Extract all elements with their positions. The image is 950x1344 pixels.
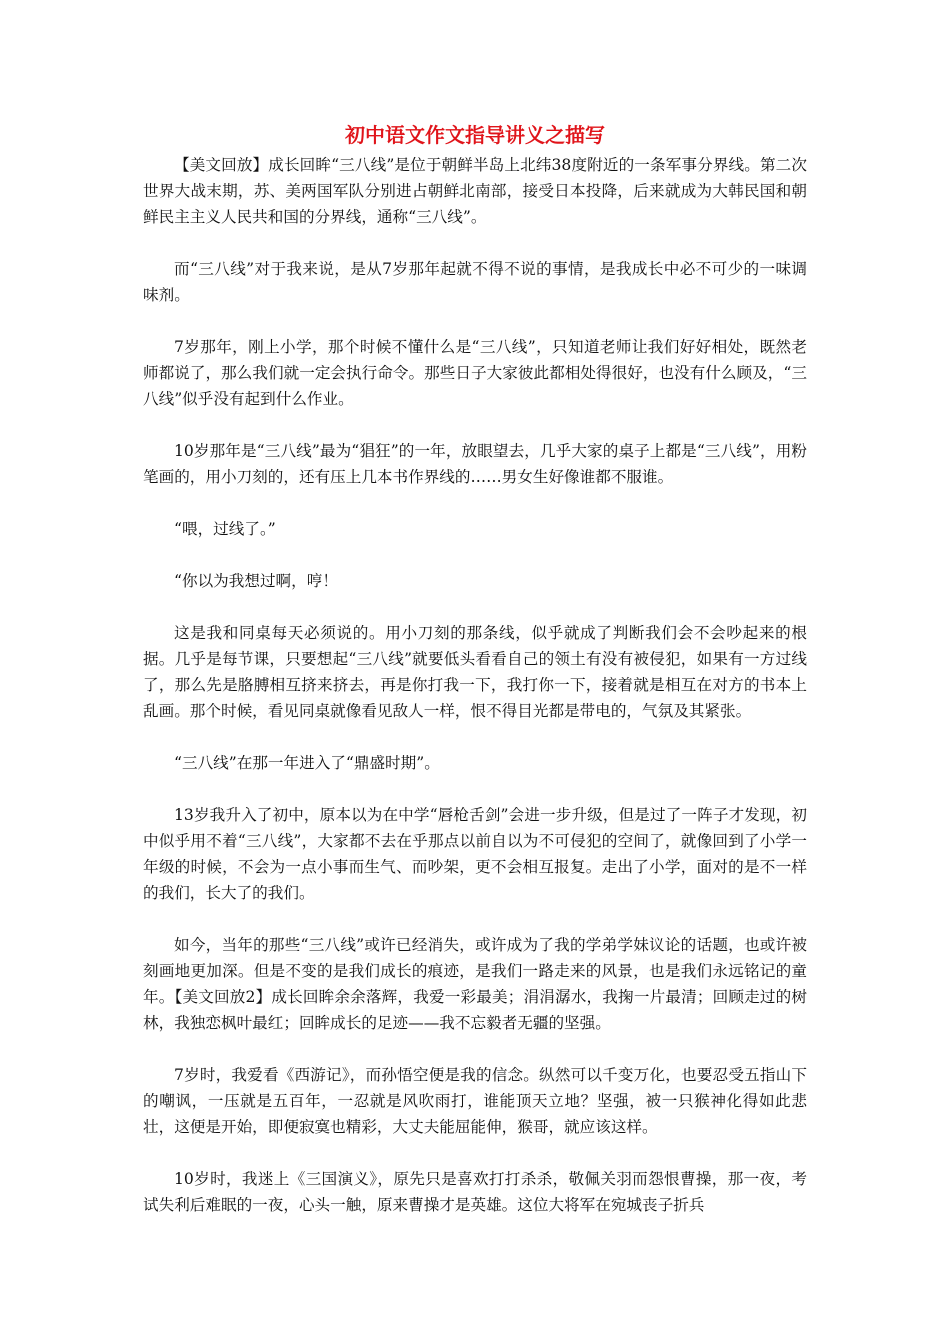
paragraph: 【美文回放】成长回眸“三八线”是位于朝鲜半岛上北纬38度附近的一条军事分界线。第二次世界大战末期，苏、美两国军队分别进占朝鲜北南部，接受日本投降，后来就成为大韩民国和朝鲜民主主义人民共和国的分界线，通称“三八线”。	[143, 156, 807, 226]
paragraph: 这是我和同桌每天必须说的。用小刀刻的那条线，似乎就成了判断我们会不会吵起来的根据。几乎是每节课，只要想起“三八线”就要低头看看自己的领土有没有被侵犯，如果有一方过线了，那么先是胳膊相互挤来挤去，再是你打我一下，我打你一下，接着就是相互在对方的书本上乱画。那个时候，看见同桌就像看见敌人一样，恨不得目光都是带电的，气氛及其紧张。	[143, 624, 807, 720]
paragraph: 如今，当年的那些“三八线”或许已经消失，或许成为了我的学弟学妹议论的话题，也或许被刻画地更加深。但是不变的是我们成长的痕迹，是我们一路走来的风景，也是我们永远铭记的童年。【美文回放2】成长回眸余余落辉，我爱一彩最美；涓涓潺水，我掬一片最清；回顾走过的树林，我独恋枫叶最红；回眸成长的足迹——我不忘毅者无疆的坚强。	[143, 936, 807, 1032]
paragraph: 10岁时，我迷上《三国演义》，原先只是喜欢打打杀杀，敬佩关羽而怨恨曹操，那一夜，考试失利后难眠的一夜，心头一触，原来曹操才是英雄。这位大将军在宛城丧子折兵	[143, 1170, 807, 1214]
paragraph: 而“三八线”对于我来说，是从7岁那年起就不得不说的事情，是我成长中必不可少的一味调味剂。	[143, 260, 807, 304]
paragraph: “三八线”在那一年进入了“鼎盛时期”。	[174, 754, 440, 772]
paragraph: 7岁那年，刚上小学，那个时候不懂什么是“三八线”，只知道老师让我们好好相处，既然老师都说了，那么我们就一定会执行命令。那些日子大家彼此都相处得很好，也没有什么顾及，“三八线”似乎没有起到什么作业。	[143, 338, 807, 408]
paragraph: 13岁我升入了初中，原本以为在中学“唇枪舌剑”会进一步升级，但是过了一阵子才发现，初中似乎用不着“三八线”，大家都不去在乎那点以前自以为不可侵犯的空间了，就像回到了小学一年级的时候，不会为一点小事而生气、而吵架，更不会相互报复。走出了小学，面对的是不一样的我们，长大了的我们。	[143, 806, 807, 902]
paragraph: “喂，过线了。”	[174, 520, 276, 538]
paragraph: “你以为我想过啊，哼！	[174, 572, 338, 590]
paragraph: 10岁那年是“三八线”最为“猖狂”的一年，放眼望去，几乎大家的桌子上都是“三八线”，用粉笔画的，用小刀刻的，还有压上几本书作界线的……男女生好像谁都不服谁。	[143, 442, 807, 486]
document-body	[143, 152, 807, 1244]
document-title: 初中语文作文指导讲义之描写	[345, 123, 605, 147]
paragraph: 7岁时，我爱看《西游记》，而孙悟空便是我的信念。纵然可以千变万化，也要忍受五指山下的嘲讽，一压就是五百年，一忍就是风吹雨打，谁能顶天立地？坚强，被一只猴神化得如此悲壮，这便是开始，即便寂寞也精彩，大丈夫能屈能伸，猴哥，就应该这样。	[143, 1066, 807, 1136]
